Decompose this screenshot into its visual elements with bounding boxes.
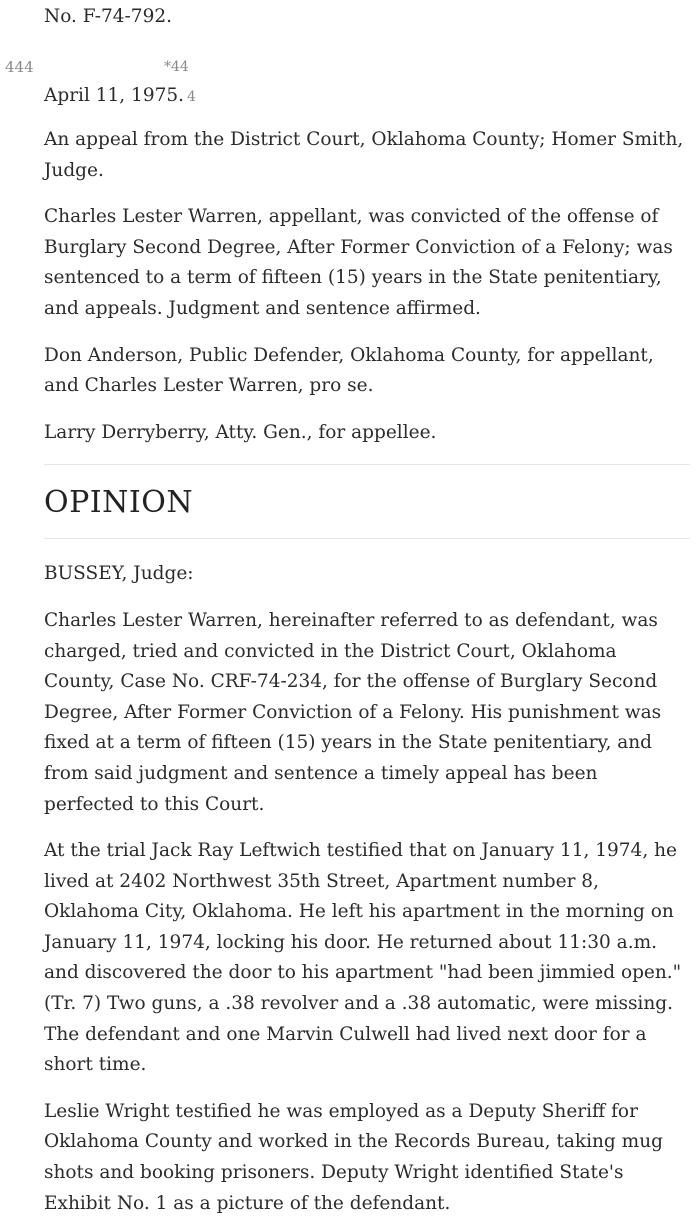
section-divider — [44, 464, 690, 465]
docket-number: No. F-74-792. — [44, 6, 173, 27]
opinion-author: BUSSEY, Judge: — [44, 563, 194, 585]
opinion-heading: OPINION — [44, 485, 194, 521]
decision-date-line — [44, 80, 690, 113]
footnote-link[interactable]: 4 — [187, 89, 196, 105]
opinion-paragraph: At the trial Jack Ray Leftwich testified that on January 11, 1974, he lived at 2402 Northwest 35th Street, Apartment number 8, Oklahoma City, Oklahoma. He left his apartment in the morning on January 11, 1974, locking his door. He returned about 11:30 a.m. and discovered the door to his apartment "had been jimmied open." (Tr. 7) Two guns, a .38 revolver and a .38 automatic, were missing. The defendant and one Marvin Culwell had lived next door for a short time. — [44, 840, 682, 1076]
opinion-paragraph: Leslie Wright testified he was employed as a Deputy Sheriff for Oklahoma County and worked in the Records Bureau, taking mug shots and booking prisoners. Deputy Wright identified State's Exhibit No. 1 as a picture of the defendant. — [44, 1100, 663, 1214]
appellant-counsel: Don Anderson, Public Defender, Oklahoma County, for appellant, and Charles Lester Warren, pro se. — [44, 344, 654, 397]
appeal-summary: An appeal from the District Court, Oklahoma County; Homer Smith, Judge. — [44, 129, 684, 181]
appellee-counsel: Larry Derryberry, Atty. Gen., for appellee. — [44, 421, 437, 443]
case-document — [44, 0, 690, 1219]
page-number-marker: 444 — [5, 58, 34, 76]
decision-date: April 11, 1975. — [44, 85, 185, 106]
case-synopsis: Charles Lester Warren, appellant, was convicted of the offense of Burglary Second Degree, After Former Conviction of a Felony; was sentenced to a term of fifteen (15) years in the State penitentiary, and appeals. Judgment and sentence affirmed. — [44, 206, 673, 319]
star-page-marker: *44 — [164, 59, 189, 75]
opinion-paragraph: Charles Lester Warren, hereinafter referred to as defendant, was charged, tried and convicted in the District Court, Oklahoma County, Case No. CRF-74-234, for the offense of Burglary Second Degree, After Former Conviction of a Felony. His punishment was fixed at a term of fifteen (15) years in the State penitentiary, and from said judgment and sentence a timely appeal has been perfected to this Court. — [44, 609, 662, 815]
